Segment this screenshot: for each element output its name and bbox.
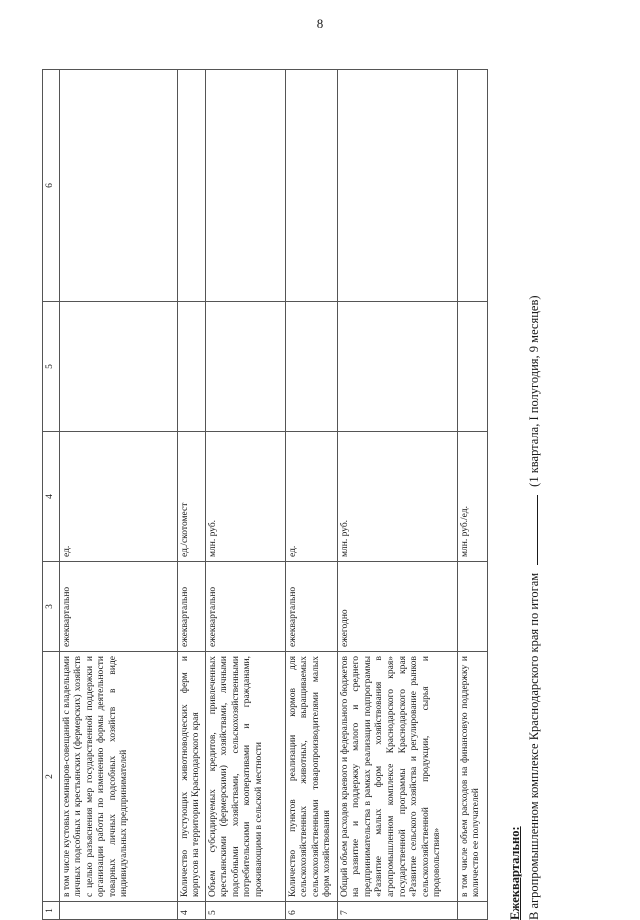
- row-col6: [457, 70, 487, 302]
- header-cell: 4: [43, 432, 60, 562]
- footer-line: [527, 70, 542, 920]
- row-number: 7: [337, 902, 457, 920]
- row-unit: ед./скотомест: [177, 432, 205, 562]
- row-periodicity: ежеквартально: [59, 562, 177, 652]
- row-col6: [285, 70, 337, 302]
- blank-field: [527, 495, 538, 565]
- table-row: [59, 70, 177, 920]
- row-unit: млн. руб.: [337, 432, 457, 562]
- row-periodicity: ежегодно: [337, 562, 457, 652]
- table-row: [205, 70, 285, 920]
- row-unit: млн. руб./ед.: [457, 432, 487, 562]
- table-row: [337, 70, 457, 920]
- row-periodicity: ежеквартально: [285, 562, 337, 652]
- row-indicator: Объем субсидируемых кредитов, привлеченных крестьянскими (фермерскими) хозяйствами, личными подсобными хозяйствами, сельскохозяйственными потребительскими кооперативами и гражданами, проживающими в сельской местности: [205, 652, 285, 902]
- row-col5: [177, 302, 205, 432]
- row-col5: [285, 302, 337, 432]
- footer-section: [508, 70, 542, 920]
- row-number: 6: [285, 902, 337, 920]
- row-number: 5: [205, 902, 285, 920]
- row-col6: [177, 70, 205, 302]
- table-row: [177, 70, 205, 920]
- row-col5: [457, 302, 487, 432]
- row-indicator: Количество пустующих животноводческих ферм и корпусов на территории Краснодарского края: [177, 652, 205, 902]
- page-number: 8: [316, 16, 324, 31]
- row-col6: [59, 70, 177, 302]
- table-header-row: [43, 70, 60, 920]
- header-cell: 1: [43, 902, 60, 920]
- row-indicator: Количество пунктов реализации кормов для сельскохозяйственных животных, выращиваемых сельскохозяйственными товаропроизводителями малых форм хозяйствования: [285, 652, 337, 902]
- row-unit: ед.: [59, 432, 177, 562]
- table-row: [285, 70, 337, 920]
- row-periodicity: ежеквартально: [205, 562, 285, 652]
- header-cell: 6: [43, 70, 60, 302]
- row-indicator: в том числе объем расходов на финансовую поддержку и количество ее получателей: [457, 652, 487, 902]
- footer-line-suffix: (1 квартала, I полугодия, 9 месяцев): [527, 295, 541, 487]
- header-cell: 2: [43, 652, 60, 902]
- indicators-table: [42, 69, 488, 920]
- footer-line-prefix: В агропромышленном комплексе Краснодарского края по итогам: [527, 572, 541, 920]
- row-col6: [205, 70, 285, 302]
- table-row: [457, 70, 487, 920]
- footer-heading: Ежеквартально:: [508, 826, 522, 920]
- row-indicator: в том числе кустовых семинаров-совещаний с владельцами личных подсобных и крестьянских (фермерских) хозяйств с целью разъяснения мер государственной поддержки и организации работы по изменению формы деятельности товарных личных подсобных хозяйств в виде индивидуальных предпринимателей: [59, 652, 177, 902]
- header-cell: 5: [43, 302, 60, 432]
- row-periodicity: [457, 562, 487, 652]
- row-col5: [205, 302, 285, 432]
- row-number: [457, 902, 487, 920]
- row-number: [59, 902, 177, 920]
- row-col5: [337, 302, 457, 432]
- row-indicator: Общий объем расходов краевого и федерального бюджетов на развитие и поддержку малого и среднего предпринимательства в рамках реализации подпрограммы «Развитие малых форм хозяйствования в агропромышленном комплексе Краснодарского края» государственной программы Краснодарского края «Развитие сельского хозяйства и регулирование рынков сельскохозяйственной продукции, сырья и продовольствия»: [337, 652, 457, 902]
- row-col6: [337, 70, 457, 302]
- row-number: 4: [177, 902, 205, 920]
- row-col5: [59, 302, 177, 432]
- row-unit: ед.: [285, 432, 337, 562]
- header-cell: 3: [43, 562, 60, 652]
- rotated-content: [40, 60, 600, 920]
- row-unit: млн. руб.: [205, 432, 285, 562]
- row-periodicity: ежеквартально: [177, 562, 205, 652]
